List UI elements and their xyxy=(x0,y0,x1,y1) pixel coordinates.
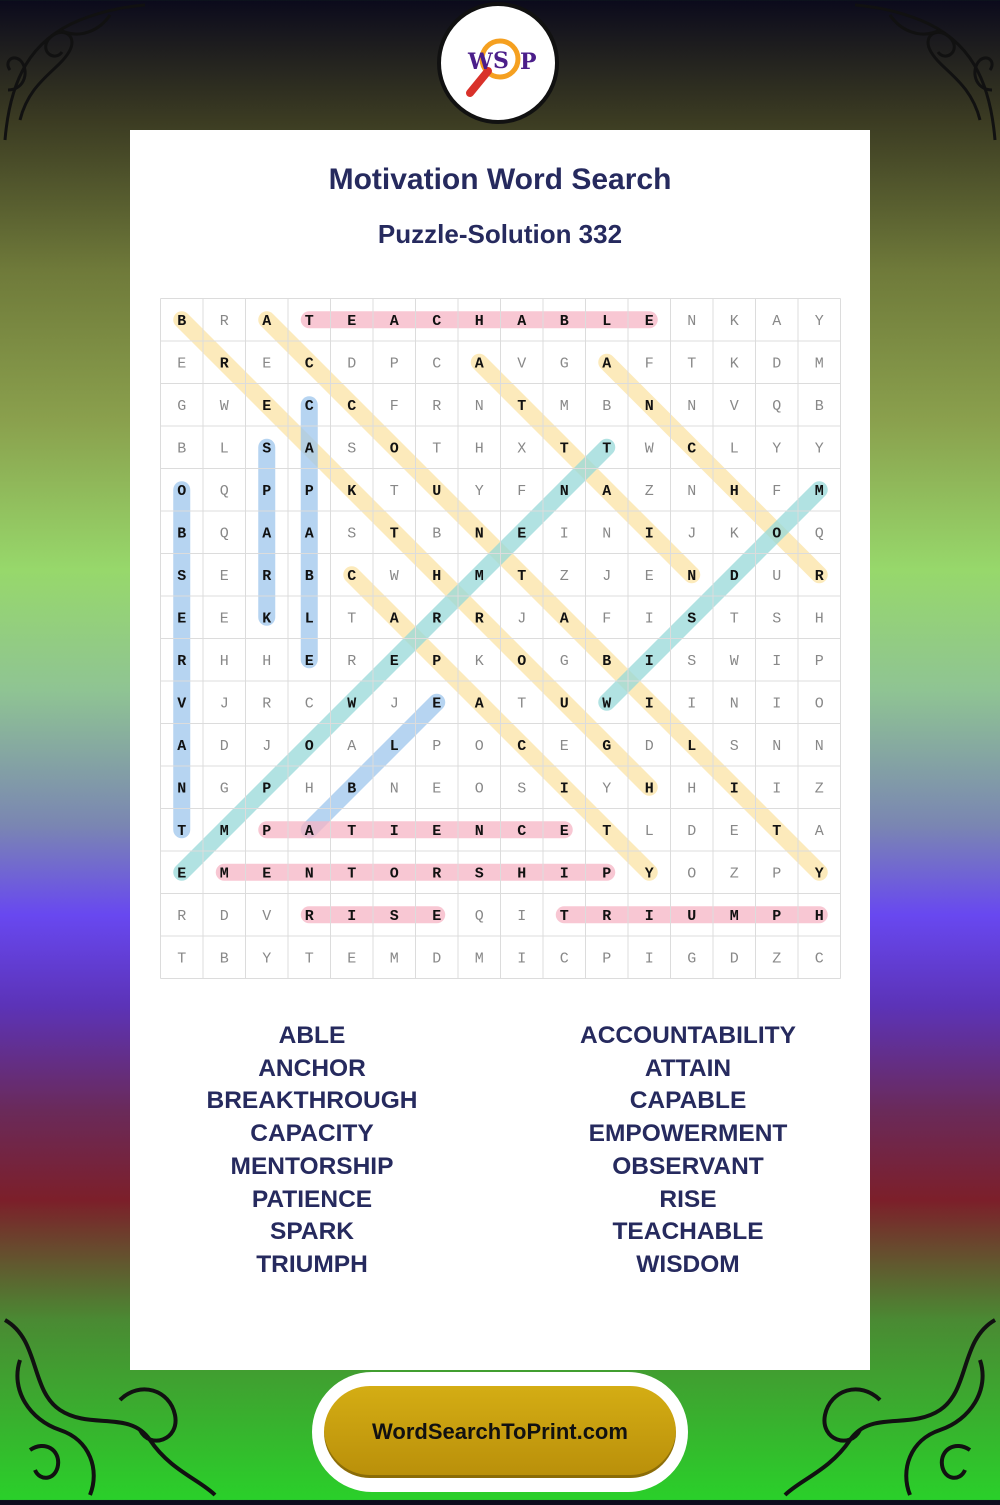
grid-cell-letter[interactable]: C xyxy=(304,695,314,713)
grid-cell-letter[interactable]: C xyxy=(347,567,357,585)
grid-cell-letter[interactable]: U xyxy=(432,482,442,500)
grid-cell-letter[interactable]: I xyxy=(517,907,527,925)
grid-cell-letter[interactable]: P xyxy=(772,907,782,925)
grid-cell-letter[interactable]: T xyxy=(559,907,569,925)
grid-cell-letter[interactable]: T xyxy=(432,440,442,458)
grid-cell-letter[interactable]: E xyxy=(432,822,442,840)
grid-cell-letter[interactable]: X xyxy=(517,440,527,458)
grid-cell-letter[interactable]: A xyxy=(602,355,612,373)
grid-cell-letter[interactable]: E xyxy=(304,652,314,670)
word-list-item: SPARK xyxy=(270,1218,354,1246)
grid-cell-letter[interactable]: J xyxy=(262,737,272,755)
grid-cell-letter[interactable]: A xyxy=(304,525,314,543)
grid-cell-letter[interactable]: M xyxy=(729,907,739,925)
grid-cell-letter[interactable]: P xyxy=(814,652,824,670)
grid-cell-letter[interactable]: A xyxy=(347,737,357,755)
grid-cell-letter[interactable]: T xyxy=(729,610,739,628)
grid-cell-letter[interactable]: T xyxy=(347,865,357,883)
grid-cell-letter[interactable]: P xyxy=(262,780,272,798)
grid-cell-letter[interactable]: S xyxy=(772,610,782,628)
grid-cell-letter[interactable]: I xyxy=(644,652,654,670)
grid-cell-letter[interactable]: W xyxy=(602,695,612,713)
grid-cell-letter[interactable]: W xyxy=(389,567,399,585)
word-list-item: ABLE xyxy=(278,1022,346,1049)
grid-cell-letter[interactable]: Q xyxy=(219,482,229,500)
grid-cell-letter[interactable]: N xyxy=(729,695,739,713)
grid-cell-letter[interactable]: K xyxy=(347,482,357,500)
grid-cell-letter[interactable]: K xyxy=(729,525,739,543)
grid-cell-letter[interactable]: L xyxy=(389,737,399,755)
grid-cell-letter[interactable]: D xyxy=(347,355,357,373)
grid-cell-letter[interactable]: V xyxy=(177,695,187,713)
grid-cell-letter[interactable]: O xyxy=(389,865,399,883)
word-list-item: WISDOM xyxy=(636,1250,740,1278)
grid-cell-letter[interactable]: Z xyxy=(644,482,654,500)
grid-cell-letter[interactable]: L xyxy=(219,440,229,458)
grid-cell-letter[interactable]: A xyxy=(304,440,314,458)
word-list-item: EMPOWERMENT xyxy=(588,1120,788,1148)
corner-ornament-top-right xyxy=(850,0,1000,150)
logo-letter-p: P xyxy=(520,49,537,75)
grid-cell-letter[interactable]: O xyxy=(517,652,527,670)
grid-cell-letter[interactable]: A xyxy=(474,695,484,713)
grid-cell-letter[interactable]: T xyxy=(389,482,399,500)
grid-cell-letter[interactable]: I xyxy=(729,780,739,798)
grid-cell-letter[interactable]: G xyxy=(687,950,697,968)
grid-cell-letter[interactable]: K xyxy=(262,610,272,628)
grid-cell-letter[interactable]: A xyxy=(262,525,272,543)
grid-cell-letter[interactable]: H xyxy=(729,482,739,500)
grid-cell-letter[interactable]: U xyxy=(687,907,697,925)
grid-cell-letter[interactable]: Y xyxy=(772,440,782,458)
grid-cell-letter[interactable]: M xyxy=(814,355,824,373)
grid-cell-letter[interactable]: L xyxy=(687,737,697,755)
corner-ornament-top-left xyxy=(0,0,150,150)
grid-cell-letter[interactable]: N xyxy=(559,482,569,500)
word-list-item: OBSERVANT xyxy=(612,1152,764,1180)
grid-cell-letter[interactable]: K xyxy=(729,312,739,330)
grid-cell-letter[interactable]: H xyxy=(432,567,442,585)
grid-cell-letter[interactable]: B xyxy=(814,397,824,415)
grid-cell-letter[interactable]: L xyxy=(729,440,739,458)
grid-cell-letter[interactable]: E xyxy=(432,695,442,713)
grid-cell-letter[interactable]: E xyxy=(432,780,442,798)
grid-cell-letter[interactable]: I xyxy=(644,695,654,713)
word-list-item: TRIUMPH xyxy=(256,1250,368,1278)
grid-cell-letter[interactable]: H xyxy=(304,780,314,798)
grid-cell-letter[interactable]: P xyxy=(772,865,782,883)
grid-cell-letter[interactable]: A xyxy=(304,822,314,840)
grid-cell-letter[interactable]: K xyxy=(474,652,484,670)
grid-cell-letter[interactable]: H xyxy=(474,312,484,330)
grid-cell-letter[interactable]: U xyxy=(772,567,782,585)
grid-cell-letter[interactable]: F xyxy=(644,355,654,373)
grid-cell-letter[interactable]: Y xyxy=(262,950,272,968)
grid-cell-letter[interactable]: C xyxy=(304,397,314,415)
grid-cell-letter[interactable]: J xyxy=(687,525,697,543)
grid-cell-letter[interactable]: R xyxy=(432,865,442,883)
grid-cell-letter[interactable]: N xyxy=(772,737,782,755)
grid-cell-letter[interactable]: T xyxy=(517,695,527,713)
logo-letter-w: W xyxy=(468,49,493,75)
grid-cell-letter[interactable]: M xyxy=(389,950,399,968)
word-list-item: BREAKTHROUGH xyxy=(206,1087,418,1115)
grid-cell-letter[interactable]: M xyxy=(219,865,229,883)
grid-cell-letter[interactable]: B xyxy=(602,652,612,670)
grid-cell-letter[interactable]: P xyxy=(389,355,399,373)
grid-cell-letter[interactable]: Y xyxy=(602,780,612,798)
grid-cell-letter[interactable]: I xyxy=(772,652,782,670)
grid-cell-letter[interactable]: T xyxy=(347,822,357,840)
grid-cell-letter[interactable]: R xyxy=(602,907,612,925)
grid-cell-letter[interactable]: H xyxy=(474,440,484,458)
grid-cell-letter[interactable]: C xyxy=(687,440,697,458)
grid-cell-letter[interactable]: C xyxy=(304,355,314,373)
grid-cell-letter[interactable]: S xyxy=(687,652,697,670)
grid-cell-letter[interactable]: J xyxy=(602,567,612,585)
grid-cell-letter[interactable]: H xyxy=(262,652,272,670)
word-list-item: CAPABLE xyxy=(629,1087,747,1115)
grid-cell-letter[interactable]: P xyxy=(262,482,272,500)
grid-cell-letter[interactable]: R xyxy=(474,610,484,628)
grid-cell-letter[interactable]: N xyxy=(304,865,314,883)
grid-cell-letter[interactable]: R xyxy=(262,567,272,585)
grid-cell-letter[interactable]: R xyxy=(432,610,442,628)
grid-cell-letter[interactable]: A xyxy=(389,610,399,628)
grid-cell-letter[interactable]: A xyxy=(559,610,569,628)
grid-cell-letter[interactable]: I xyxy=(559,865,569,883)
grid-cell-letter[interactable]: D xyxy=(729,567,739,585)
website-link-button[interactable]: WordSearchToPrint.com xyxy=(324,1386,676,1478)
grid-cell-letter[interactable]: E xyxy=(559,822,569,840)
grid-cell-letter[interactable]: Y xyxy=(474,482,484,500)
grid-cell-letter[interactable]: T xyxy=(687,355,697,373)
grid-cell-letter[interactable]: I xyxy=(644,950,654,968)
grid-cell-letter[interactable]: H xyxy=(814,610,824,628)
grid-cell-letter[interactable]: I xyxy=(644,610,654,628)
grid-cell-letter[interactable]: P xyxy=(602,950,612,968)
grid-cell-letter[interactable]: W xyxy=(219,397,229,415)
grid-cell-letter[interactable]: C xyxy=(432,312,442,330)
grid-cell-letter[interactable]: A xyxy=(772,312,782,330)
grid-cell-letter[interactable]: G xyxy=(559,652,569,670)
grid-cell-letter[interactable]: N xyxy=(389,780,399,798)
grid-cell-letter[interactable]: D xyxy=(219,907,229,925)
grid-cell-letter[interactable]: M xyxy=(814,482,824,500)
word-list-item: CAPACITY xyxy=(250,1120,374,1148)
grid-cell-letter[interactable]: Z xyxy=(814,780,824,798)
grid-cell-letter[interactable]: I xyxy=(517,950,527,968)
grid-cell-letter[interactable]: I xyxy=(389,822,399,840)
grid-cell-letter[interactable]: T xyxy=(177,950,187,968)
grid-cell-letter[interactable]: O xyxy=(687,865,697,883)
grid-cell-letter[interactable]: N xyxy=(687,397,697,415)
grid-cell-letter[interactable]: N xyxy=(474,397,484,415)
grid-cell-letter[interactable]: T xyxy=(517,397,527,415)
grid-cell-letter[interactable]: S xyxy=(687,610,697,628)
grid-cell-letter[interactable]: O xyxy=(389,440,399,458)
grid-cell-letter[interactable]: F xyxy=(517,482,527,500)
grid-cell-letter[interactable]: M xyxy=(219,822,229,840)
grid-cell-letter[interactable]: E xyxy=(262,397,272,415)
grid-cell-letter[interactable]: T xyxy=(517,567,527,585)
grid-cell-letter[interactable]: E xyxy=(347,312,357,330)
word-list-left xyxy=(127,1020,497,1282)
grid-cell-letter[interactable]: T xyxy=(602,440,612,458)
grid-cell-letter[interactable]: E xyxy=(219,610,229,628)
grid-cell-letter[interactable]: T xyxy=(347,610,357,628)
grid-cell-letter[interactable]: O xyxy=(177,482,187,500)
grid-cell-letter[interactable]: N xyxy=(474,822,484,840)
grid-cell-letter[interactable]: U xyxy=(559,695,569,713)
grid-cell-letter[interactable]: Z xyxy=(772,950,782,968)
grid-cell-letter[interactable]: E xyxy=(729,822,739,840)
grid-cell-letter[interactable]: J xyxy=(389,695,399,713)
grid-cell-letter[interactable]: V xyxy=(517,355,527,373)
grid-cell-letter[interactable]: S xyxy=(729,737,739,755)
grid-cell-letter[interactable]: Y xyxy=(814,440,824,458)
grid-cell-letter[interactable]: B xyxy=(304,567,314,585)
grid-cell-letter[interactable]: A xyxy=(474,355,484,373)
grid-cell-letter[interactable]: C xyxy=(347,397,357,415)
grid-cell-letter[interactable]: S xyxy=(347,440,357,458)
grid-cell-letter[interactable]: E xyxy=(559,737,569,755)
grid-cell-letter[interactable]: Y xyxy=(814,865,824,883)
grid-cell-letter[interactable]: Q xyxy=(219,525,229,543)
grid-cell-letter[interactable]: S xyxy=(177,567,187,585)
grid-cell-letter[interactable]: D xyxy=(687,822,697,840)
grid-cell-letter[interactable]: L xyxy=(602,312,612,330)
grid-cell-letter[interactable]: G xyxy=(219,780,229,798)
grid-cell-letter[interactable]: M xyxy=(474,567,484,585)
word-list-item: RISE xyxy=(659,1185,717,1213)
grid-cell-letter[interactable]: B xyxy=(432,525,442,543)
grid-cell-letter[interactable]: N xyxy=(602,525,612,543)
grid-cell-letter[interactable]: B xyxy=(602,397,612,415)
grid-cell-letter[interactable]: S xyxy=(347,525,357,543)
grid-cell-letter[interactable]: R xyxy=(177,652,187,670)
grid-cell-letter[interactable]: S xyxy=(262,440,272,458)
grid-cell-letter[interactable]: A xyxy=(389,312,399,330)
word-search-grid xyxy=(160,298,841,979)
grid-cell-letter[interactable]: D xyxy=(729,950,739,968)
page-title: Motivation Word Search xyxy=(328,163,672,196)
grid-cell-letter[interactable]: V xyxy=(262,907,272,925)
grid-cell-letter[interactable]: V xyxy=(729,397,739,415)
grid-cell-letter[interactable]: B xyxy=(177,525,187,543)
grid-cell-letter[interactable]: O xyxy=(474,780,484,798)
grid-cell-letter[interactable]: P xyxy=(262,822,272,840)
grid-cell-letter[interactable]: B xyxy=(177,440,187,458)
grid-cell-letter[interactable]: I xyxy=(644,907,654,925)
grid-cell-letter[interactable]: B xyxy=(347,780,357,798)
grid-cell-letter[interactable]: L xyxy=(644,822,654,840)
grid-cell-letter[interactable]: N xyxy=(644,397,654,415)
grid-cell-letter[interactable]: S xyxy=(389,907,399,925)
word-list-item: ATTAIN xyxy=(644,1054,732,1082)
grid-cell-letter[interactable]: E xyxy=(262,865,272,883)
grid-cell-letter[interactable]: W xyxy=(347,695,357,713)
grid-cell-letter[interactable]: J xyxy=(219,695,229,713)
grid-cell-letter[interactable]: E xyxy=(262,355,272,373)
page-subtitle: Puzzle-Solution 332 xyxy=(377,219,623,249)
grid-cell-letter[interactable]: N xyxy=(687,567,697,585)
puzzle-card xyxy=(130,130,870,1370)
grid-cell-letter[interactable]: H xyxy=(814,907,824,925)
grid-cell-letter[interactable]: O xyxy=(304,737,314,755)
grid-cell-letter[interactable]: H xyxy=(644,780,654,798)
grid-cell-letter[interactable]: Z xyxy=(729,865,739,883)
grid-cell-letter[interactable]: P xyxy=(432,652,442,670)
magnifier-logo-icon xyxy=(448,13,548,113)
grid-cell-letter[interactable]: O xyxy=(814,695,824,713)
grid-cell-letter[interactable]: H xyxy=(687,780,697,798)
grid-cell-letter[interactable]: O xyxy=(772,525,782,543)
grid-cell-letter[interactable]: I xyxy=(687,695,697,713)
grid-cell-letter[interactable]: C xyxy=(559,950,569,968)
grid-cell-letter[interactable]: I xyxy=(772,695,782,713)
grid-cell-letter[interactable]: H xyxy=(219,652,229,670)
grid-cell-letter[interactable]: N xyxy=(687,482,697,500)
grid-cell-letter[interactable]: I xyxy=(644,525,654,543)
grid-cell-letter[interactable]: G xyxy=(559,355,569,373)
grid-cell-letter[interactable]: I xyxy=(347,907,357,925)
grid-cell-letter[interactable]: N xyxy=(177,780,187,798)
grid-cell-letter[interactable]: A xyxy=(517,312,527,330)
grid-cell-letter[interactable]: T xyxy=(304,950,314,968)
grid-cell-letter[interactable]: E xyxy=(177,355,187,373)
footer-badge xyxy=(312,1372,688,1492)
grid-cell-letter[interactable]: Q xyxy=(474,907,484,925)
grid-cell-letter[interactable]: L xyxy=(304,610,314,628)
grid-cell-letter[interactable]: A xyxy=(177,737,187,755)
grid-cell-letter[interactable]: R xyxy=(177,907,187,925)
grid-cell-letter[interactable]: H xyxy=(517,865,527,883)
grid-cell-letter[interactable]: S xyxy=(517,780,527,798)
grid-cell-letter[interactable]: N xyxy=(814,737,824,755)
grid-cell-letter[interactable]: B xyxy=(559,312,569,330)
grid-cell-letter[interactable]: Y xyxy=(814,312,824,330)
grid-cell-letter[interactable]: R xyxy=(219,355,229,373)
grid-cell-letter[interactable]: G xyxy=(602,737,612,755)
grid-cell-letter[interactable]: C xyxy=(517,822,527,840)
grid-cell-letter[interactable]: D xyxy=(644,737,654,755)
grid-cell-letter[interactable]: D xyxy=(772,355,782,373)
word-list-item: TEACHABLE xyxy=(612,1218,764,1246)
word-list-item: MENTORSHIP xyxy=(230,1152,394,1180)
word-list-item: ACCOUNTABILITY xyxy=(580,1022,796,1049)
grid-cell-letter[interactable]: E xyxy=(177,865,187,883)
grid-cell-letter[interactable]: M xyxy=(559,397,569,415)
grid-cell-letter[interactable]: P xyxy=(304,482,314,500)
grid-cell-letter[interactable]: E xyxy=(389,652,399,670)
grid-cell-letter[interactable]: E xyxy=(517,525,527,543)
grid-cell-letter[interactable]: C xyxy=(432,355,442,373)
grid-cell-letter[interactable]: Z xyxy=(559,567,569,585)
grid-cell-letter[interactable]: F xyxy=(389,397,399,415)
grid-cell-letter[interactable]: R xyxy=(432,397,442,415)
grid-cell-letter[interactable]: K xyxy=(729,355,739,373)
grid-cell-letter[interactable]: R xyxy=(262,695,272,713)
grid-cell-letter[interactable]: T xyxy=(559,440,569,458)
grid-cell-letter[interactable]: A xyxy=(814,822,824,840)
grid-cell-letter[interactable]: Q xyxy=(772,397,782,415)
grid-cell-letter[interactable]: N xyxy=(687,312,697,330)
grid-cell-letter[interactable]: C xyxy=(814,950,824,968)
grid-cell-letter[interactable]: I xyxy=(559,780,569,798)
grid-cell-letter[interactable]: E xyxy=(177,610,187,628)
grid-cell-letter[interactable]: F xyxy=(602,610,612,628)
grid-cell-letter[interactable]: S xyxy=(474,865,484,883)
grid-cell-letter[interactable]: N xyxy=(474,525,484,543)
grid-cell-letter[interactable]: D xyxy=(432,950,442,968)
grid-cell-letter[interactable]: I xyxy=(772,780,782,798)
word-list-item: PATIENCE xyxy=(251,1185,373,1213)
grid-cell-letter[interactable]: P xyxy=(602,865,612,883)
grid-cell-letter[interactable]: T xyxy=(177,822,187,840)
grid-cell-letter[interactable]: D xyxy=(219,737,229,755)
grid-cell-letter[interactable]: F xyxy=(772,482,782,500)
grid-cell-letter[interactable]: T xyxy=(602,822,612,840)
grid-cell-letter[interactable]: J xyxy=(517,610,527,628)
grid-cell-letter[interactable]: A xyxy=(262,312,272,330)
grid-cell-letter[interactable]: G xyxy=(177,397,187,415)
grid-cell-letter[interactable]: R xyxy=(814,567,824,585)
word-list-item: ANCHOR xyxy=(258,1054,366,1082)
grid-cell-letter[interactable]: T xyxy=(304,312,314,330)
grid-cell-letter[interactable]: W xyxy=(644,440,654,458)
grid-cell-letter[interactable]: T xyxy=(772,822,782,840)
grid-cell-letter[interactable]: E xyxy=(347,950,357,968)
grid-cell-letter[interactable]: C xyxy=(517,737,527,755)
grid-cell-letter[interactable]: O xyxy=(474,737,484,755)
grid-cell-letter[interactable]: E xyxy=(644,567,654,585)
grid-cell-letter[interactable]: M xyxy=(474,950,484,968)
grid-cell-letter[interactable]: R xyxy=(347,652,357,670)
grid-cell-letter[interactable]: A xyxy=(602,482,612,500)
grid-cell-letter[interactable]: P xyxy=(432,737,442,755)
grid-cell-letter[interactable]: Q xyxy=(814,525,824,543)
grid-cell-letter[interactable]: R xyxy=(304,907,314,925)
logo-letter-s: S xyxy=(493,48,509,74)
site-logo[interactable] xyxy=(437,2,559,124)
word-list-right xyxy=(503,1020,873,1282)
grid-cell-letter[interactable]: W xyxy=(729,652,739,670)
grid-cell-letter[interactable]: T xyxy=(389,525,399,543)
grid-cell-letter[interactable]: Y xyxy=(644,865,654,883)
grid-cell-letter[interactable]: E xyxy=(432,907,442,925)
grid-cell-letter[interactable]: R xyxy=(219,312,229,330)
grid-cell-letter[interactable]: E xyxy=(219,567,229,585)
grid-cell-letter[interactable]: I xyxy=(559,525,569,543)
grid-cell-letter[interactable]: B xyxy=(219,950,229,968)
grid-cell-letter[interactable]: E xyxy=(644,312,654,330)
grid-cell-letter[interactable]: B xyxy=(177,312,187,330)
